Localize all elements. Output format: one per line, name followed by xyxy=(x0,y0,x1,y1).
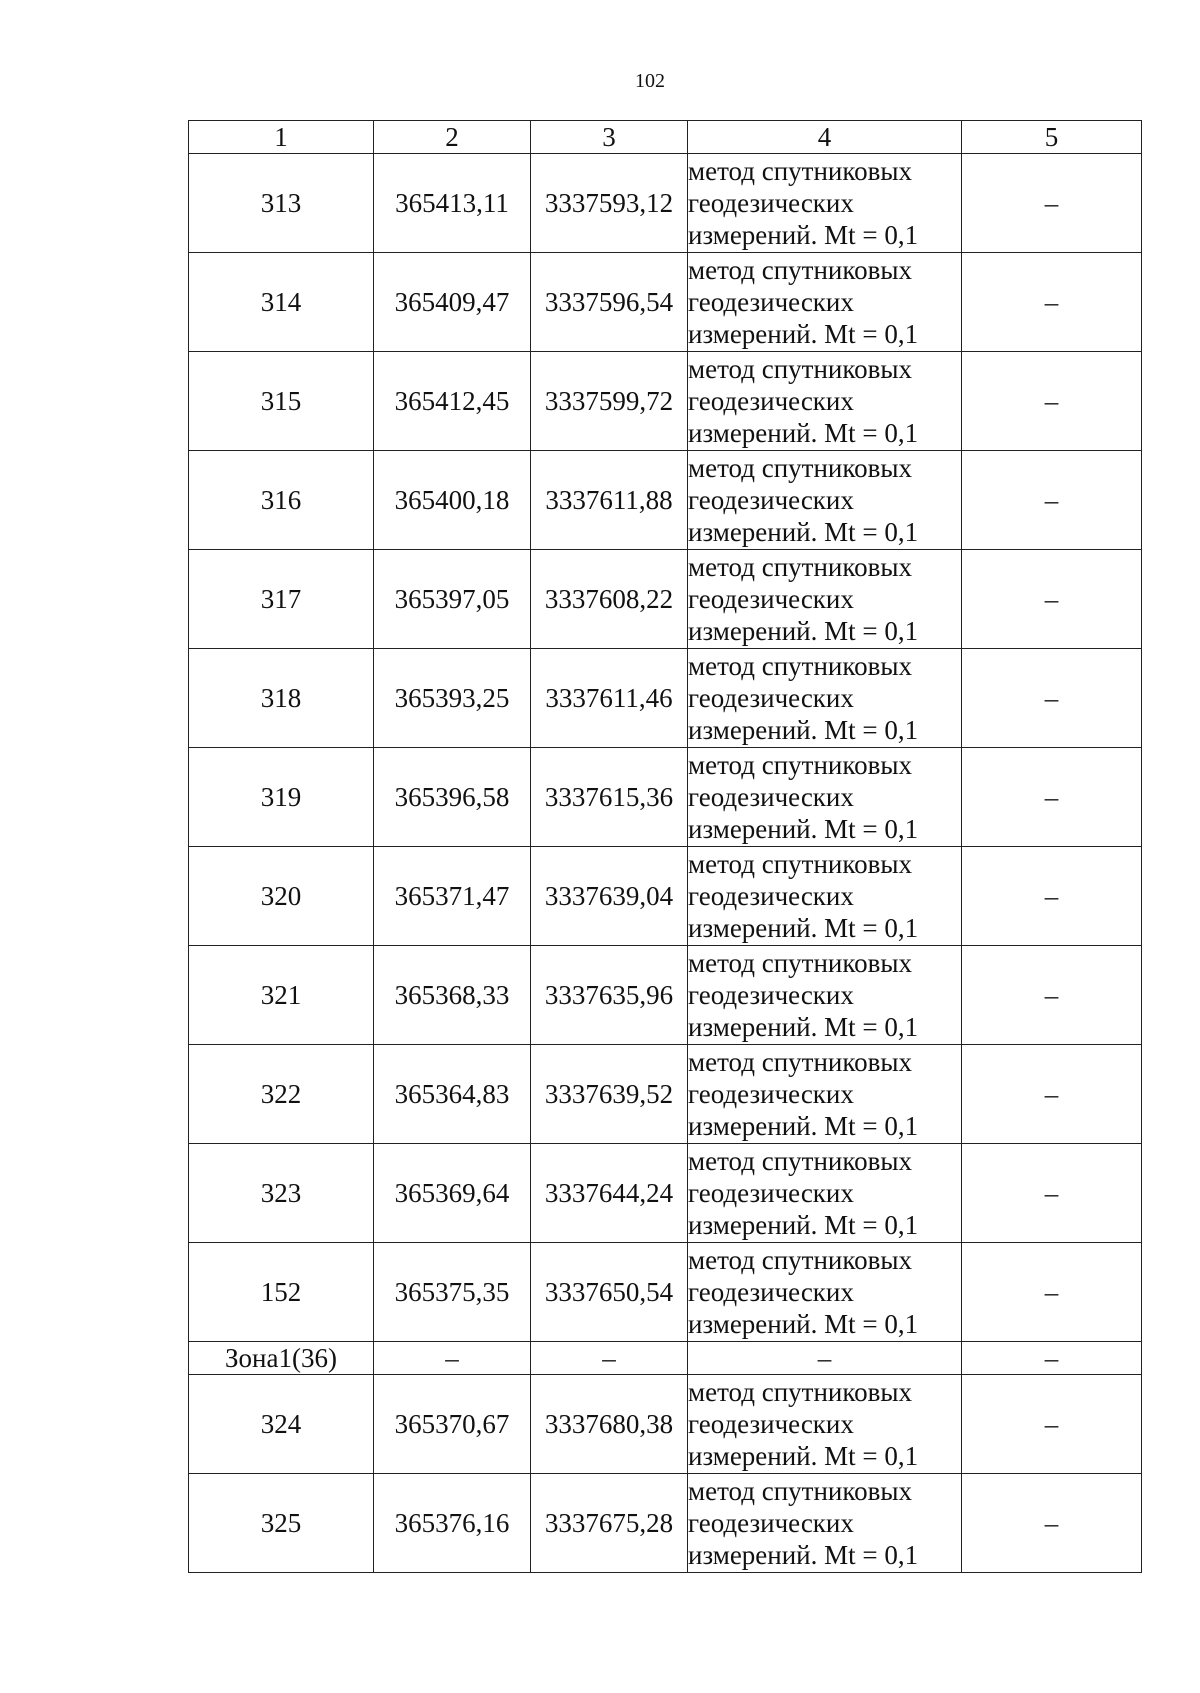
method-line: метод спутниковых xyxy=(688,651,912,681)
method-line: геодезических xyxy=(688,782,854,812)
method-line: геодезических xyxy=(688,1508,854,1538)
method-line: измерений. Mt = 0,1 xyxy=(688,1441,919,1471)
method-line: измерений. Mt = 0,1 xyxy=(688,1111,919,1141)
method-line: измерений. Mt = 0,1 xyxy=(688,1309,919,1339)
point-number-cell: 313 xyxy=(189,154,374,253)
method-cell xyxy=(688,1144,962,1243)
x-coordinate-cell: 365371,47 xyxy=(374,847,531,946)
x-coordinate-cell: – xyxy=(374,1342,531,1375)
method-line: геодезических xyxy=(688,1178,854,1208)
table-row xyxy=(189,1045,1142,1144)
method-line: метод спутниковых xyxy=(688,552,912,582)
note-cell: – xyxy=(962,253,1142,352)
table-row xyxy=(189,1375,1142,1474)
note-cell: – xyxy=(962,1045,1142,1144)
point-number-cell: 319 xyxy=(189,748,374,847)
x-coordinate-cell: 365375,35 xyxy=(374,1243,531,1342)
x-coordinate-cell: 365393,25 xyxy=(374,649,531,748)
table-row xyxy=(189,451,1142,550)
table-row xyxy=(189,1243,1142,1342)
y-coordinate-cell: 3337596,54 xyxy=(531,253,688,352)
x-coordinate-cell: 365413,11 xyxy=(374,154,531,253)
method-line: геодезических xyxy=(688,584,854,614)
note-cell: – xyxy=(962,1342,1142,1375)
point-number-cell: 317 xyxy=(189,550,374,649)
x-coordinate-cell: 365368,33 xyxy=(374,946,531,1045)
y-coordinate-cell: – xyxy=(531,1342,688,1375)
header-col-3: 3 xyxy=(531,121,688,154)
point-number-cell: 316 xyxy=(189,451,374,550)
method-line: измерений. Mt = 0,1 xyxy=(688,418,919,448)
table-header-row xyxy=(189,121,1142,154)
y-coordinate-cell: 3337650,54 xyxy=(531,1243,688,1342)
x-coordinate-cell: 365400,18 xyxy=(374,451,531,550)
method-line: метод спутниковых xyxy=(688,1476,912,1506)
table-row xyxy=(189,253,1142,352)
table-row xyxy=(189,550,1142,649)
method-cell xyxy=(688,1474,962,1573)
y-coordinate-cell: 3337593,12 xyxy=(531,154,688,253)
method-line: измерений. Mt = 0,1 xyxy=(688,616,919,646)
method-line: метод спутниковых xyxy=(688,1146,912,1176)
point-number-cell: 320 xyxy=(189,847,374,946)
x-coordinate-cell: 365409,47 xyxy=(374,253,531,352)
method-line: геодезических xyxy=(688,188,854,218)
method-line: метод спутниковых xyxy=(688,453,912,483)
method-line: геодезических xyxy=(688,980,854,1010)
point-number-cell: 314 xyxy=(189,253,374,352)
point-number-cell: 323 xyxy=(189,1144,374,1243)
method-cell xyxy=(688,352,962,451)
method-cell xyxy=(688,847,962,946)
method-line: измерений. Mt = 0,1 xyxy=(688,913,919,943)
point-number-cell: 318 xyxy=(189,649,374,748)
note-cell: – xyxy=(962,550,1142,649)
page-number: 102 xyxy=(635,70,665,92)
method-line: метод спутниковых xyxy=(688,1377,912,1407)
point-number-cell: 322 xyxy=(189,1045,374,1144)
method-line: геодезических xyxy=(688,1277,854,1307)
zone-row xyxy=(189,1342,1142,1375)
y-coordinate-cell: 3337639,52 xyxy=(531,1045,688,1144)
method-line: геодезических xyxy=(688,683,854,713)
method-line: метод спутниковых xyxy=(688,948,912,978)
x-coordinate-cell: 365376,16 xyxy=(374,1474,531,1573)
table-row xyxy=(189,352,1142,451)
method-line: геодезических xyxy=(688,1409,854,1439)
note-cell: – xyxy=(962,1375,1142,1474)
note-cell: – xyxy=(962,748,1142,847)
y-coordinate-cell: 3337635,96 xyxy=(531,946,688,1045)
method-cell xyxy=(688,748,962,847)
y-coordinate-cell: 3337639,04 xyxy=(531,847,688,946)
method-line: метод спутниковых xyxy=(688,849,912,879)
note-cell: – xyxy=(962,946,1142,1045)
y-coordinate-cell: 3337675,28 xyxy=(531,1474,688,1573)
header-col-2: 2 xyxy=(374,121,531,154)
point-number-cell: 152 xyxy=(189,1243,374,1342)
method-line: метод спутниковых xyxy=(688,354,912,384)
y-coordinate-cell: 3337608,22 xyxy=(531,550,688,649)
x-coordinate-cell: 365412,45 xyxy=(374,352,531,451)
header-col-5: 5 xyxy=(962,121,1142,154)
method-cell xyxy=(688,649,962,748)
method-line: метод спутниковых xyxy=(688,255,912,285)
method-line: измерений. Mt = 0,1 xyxy=(688,1012,919,1042)
point-number-cell: 325 xyxy=(189,1474,374,1573)
method-line: геодезических xyxy=(688,386,854,416)
method-cell xyxy=(688,154,962,253)
note-cell: – xyxy=(962,154,1142,253)
method-cell xyxy=(688,1375,962,1474)
method-line: метод спутниковых xyxy=(688,1245,912,1275)
table-row xyxy=(189,946,1142,1045)
note-cell: – xyxy=(962,451,1142,550)
method-line: измерений. Mt = 0,1 xyxy=(688,1210,919,1240)
y-coordinate-cell: 3337680,38 xyxy=(531,1375,688,1474)
method-cell: – xyxy=(688,1342,962,1375)
table-row xyxy=(189,154,1142,253)
method-line: измерений. Mt = 0,1 xyxy=(688,517,919,547)
table-row xyxy=(189,1474,1142,1573)
method-line: измерений. Mt = 0,1 xyxy=(688,220,919,250)
x-coordinate-cell: 365364,83 xyxy=(374,1045,531,1144)
note-cell: – xyxy=(962,847,1142,946)
method-line: геодезических xyxy=(688,485,854,515)
y-coordinate-cell: 3337615,36 xyxy=(531,748,688,847)
x-coordinate-cell: 365369,64 xyxy=(374,1144,531,1243)
y-coordinate-cell: 3337644,24 xyxy=(531,1144,688,1243)
table-body xyxy=(189,154,1142,1573)
method-cell xyxy=(688,550,962,649)
table-row xyxy=(189,748,1142,847)
point-number-cell: 324 xyxy=(189,1375,374,1474)
method-line: геодезических xyxy=(688,1079,854,1109)
header-col-4: 4 xyxy=(688,121,962,154)
method-cell xyxy=(688,946,962,1045)
x-coordinate-cell: 365397,05 xyxy=(374,550,531,649)
method-cell xyxy=(688,1243,962,1342)
point-number-cell: 315 xyxy=(189,352,374,451)
header-col-1: 1 xyxy=(189,121,374,154)
y-coordinate-cell: 3337611,88 xyxy=(531,451,688,550)
coordinates-table xyxy=(188,120,1142,1573)
method-cell xyxy=(688,253,962,352)
table-row xyxy=(189,847,1142,946)
note-cell: – xyxy=(962,1144,1142,1243)
method-line: измерений. Mt = 0,1 xyxy=(688,319,919,349)
y-coordinate-cell: 3337611,46 xyxy=(531,649,688,748)
method-cell xyxy=(688,451,962,550)
method-line: измерений. Mt = 0,1 xyxy=(688,814,919,844)
y-coordinate-cell: 3337599,72 xyxy=(531,352,688,451)
note-cell: – xyxy=(962,1474,1142,1573)
method-line: метод спутниковых xyxy=(688,156,912,186)
method-line: измерений. Mt = 0,1 xyxy=(688,1540,919,1570)
method-line: геодезических xyxy=(688,287,854,317)
table-row xyxy=(189,649,1142,748)
method-cell xyxy=(688,1045,962,1144)
point-number-cell: Зона1(36) xyxy=(189,1342,374,1375)
x-coordinate-cell: 365370,67 xyxy=(374,1375,531,1474)
method-line: геодезических xyxy=(688,881,854,911)
note-cell: – xyxy=(962,649,1142,748)
method-line: метод спутниковых xyxy=(688,1047,912,1077)
note-cell: – xyxy=(962,1243,1142,1342)
method-line: метод спутниковых xyxy=(688,750,912,780)
note-cell: – xyxy=(962,352,1142,451)
point-number-cell: 321 xyxy=(189,946,374,1045)
method-line: измерений. Mt = 0,1 xyxy=(688,715,919,745)
x-coordinate-cell: 365396,58 xyxy=(374,748,531,847)
table-row xyxy=(189,1144,1142,1243)
